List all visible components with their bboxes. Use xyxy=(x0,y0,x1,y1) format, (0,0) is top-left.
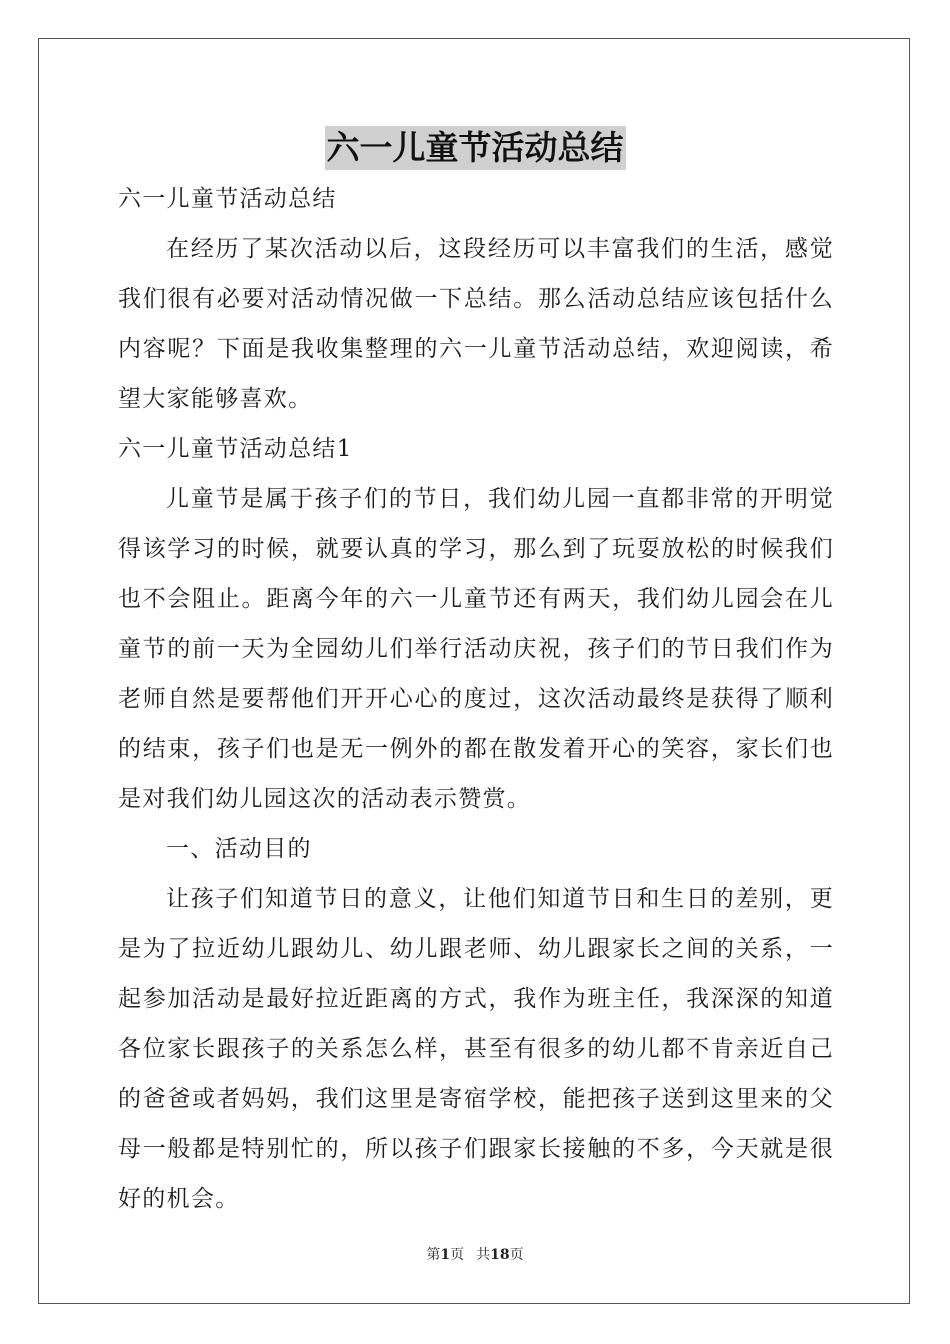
subtitle: 六一儿童节活动总结 xyxy=(118,186,337,212)
total-pages-number: 18 xyxy=(490,1247,510,1263)
body-paragraph: 儿童节是属于孩子们的节日，我们幼儿园一直都非常的开明觉得该学习的时候，就要认真的学习，那么到了玩耍放松的时候我们也不会阻止。距离今年的六一儿童节还有两天，我们幼儿园会在儿童节的前一天为全园幼儿们举行活动庆祝，孩子们的节日我们作为老师自然是要帮他们开开心心的度过，这次活动最终是获得了顺利的结束，孩子们也是无一例外的都在散发着开心的笑容，家长们也是对我们幼儿园这次的活动表示赞赏。 xyxy=(118,486,834,812)
page-footer xyxy=(0,1245,950,1265)
total-prefix: 共 xyxy=(476,1247,491,1263)
current-page-number: 1 xyxy=(440,1247,451,1263)
total-suffix: 页 xyxy=(509,1247,524,1263)
document-body xyxy=(118,174,834,1224)
intro-paragraph: 在经历了某次活动以后，这段经历可以丰富我们的生活，感觉我们很有必要对活动情况做一下总结。那么活动总结应该包括什么内容呢？下面是我收集整理的六一儿童节活动总结，欢迎阅读，希望大家能够喜欢。 xyxy=(118,236,834,412)
page-prefix: 第 xyxy=(426,1247,441,1263)
title-container xyxy=(0,126,950,170)
document-title: 六一儿童节活动总结 xyxy=(325,126,626,170)
page-suffix: 页 xyxy=(450,1247,465,1263)
section-heading-1: 六一儿童节活动总结1 xyxy=(118,436,353,462)
body-paragraph: 让孩子们知道节日的意义，让他们知道节日和生日的差别，更是为了拉近幼儿跟幼儿、幼儿跟老师、幼儿跟家长之间的关系，一起参加活动是最好拉近距离的方式，我作为班主任，我深深的知道各位家长跟孩子的关系怎么样，甚至有很多的幼儿都不肯亲近自己的爸爸或者妈妈，我们这里是寄宿学校，能把孩子送到这里来的父母一般都是特别忙的，所以孩子们跟家长接触的不多，今天就是很好的机会。 xyxy=(118,886,834,1212)
subsection-heading: 一、活动目的 xyxy=(166,836,312,862)
